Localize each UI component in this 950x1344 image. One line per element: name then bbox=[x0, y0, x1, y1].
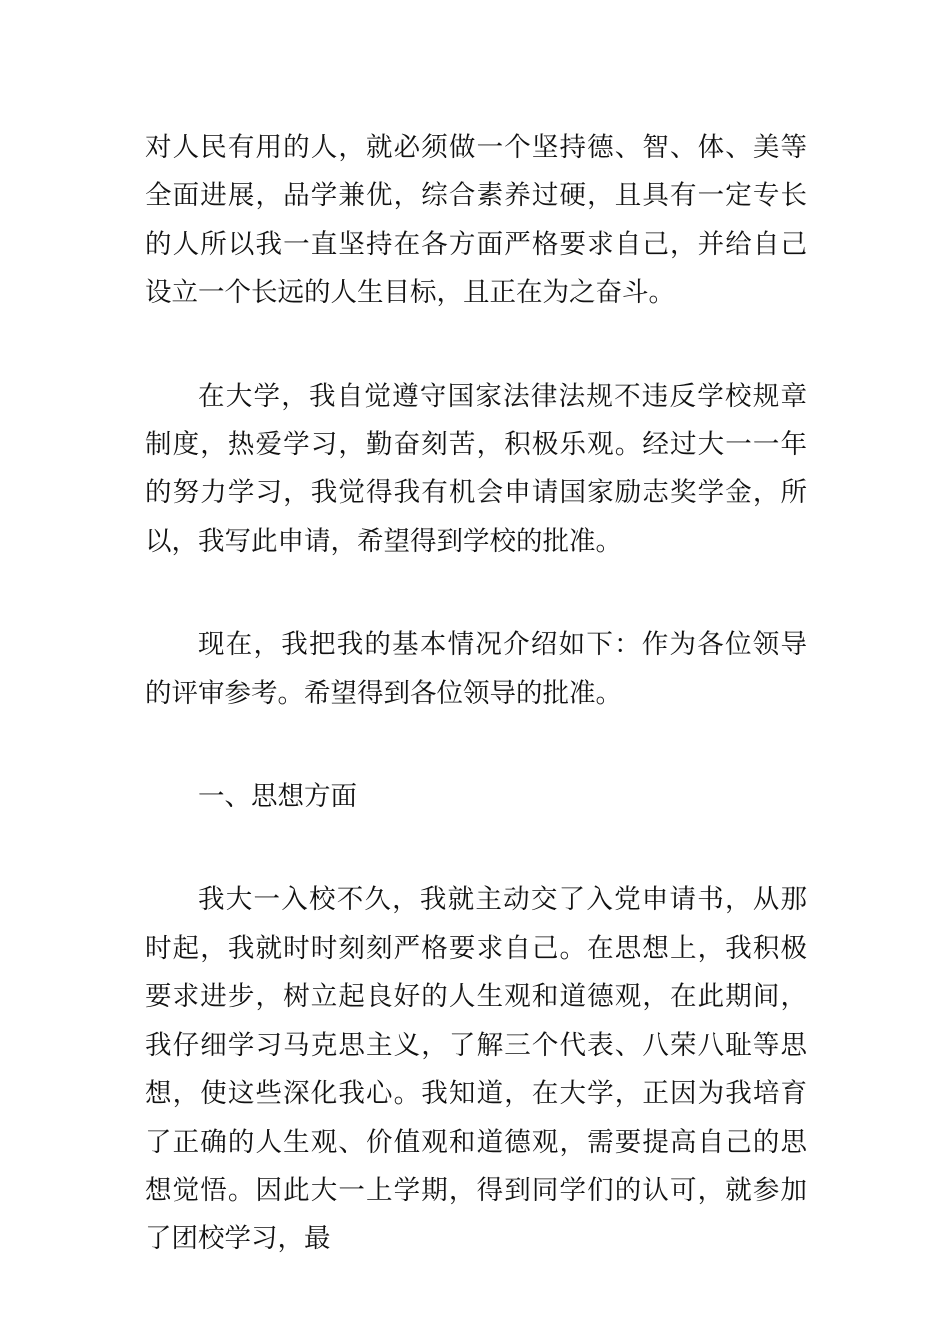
document-page bbox=[145, 124, 807, 1264]
section-heading-ideology: 一、思想方面 bbox=[198, 781, 357, 813]
paragraph-university-conduct: 在大学，我自觉遵守国家法律法规不违反学校规章制度，热爱学习，勤奋刻苦，积极乐观。经过大一一年的努力学习，我觉得我有机会申请国家励志奖学金，所以，我写此申请，希望得到学校的批准。 bbox=[145, 380, 807, 557]
paragraph-ideology-details: 我大一入校不久，我就主动交了入党申请书，从那时起，我就时时刻刻严格要求自己。在思想上，我积极要求进步，树立起良好的人生观和道德观，在此期间，我仔细学习马克思主义，了解三个代表、八荣八耻等思想，使这些深化我心。我知道，在大学，正因为我培育了正确的人生观、价值观和道德观，需要提高自己的思想觉悟。因此大一上学期，得到同学们的认可，就参加了团校学习，最 bbox=[145, 884, 807, 1255]
paragraph-intro-continuation: 对人民有用的人，就必须做一个坚持德、智、体、美等全面进展，品学兼优，综合素养过硬，且具有一定专长的人所以我一直坚持在各方面严格要求自己，并给自己设立一个长远的人生目标，且正在为之奋斗。 bbox=[145, 132, 807, 309]
paragraph-basic-introduction: 现在，我把我的基本情况介绍如下：作为各位领导的评审参考。希望得到各位领导的批准。 bbox=[145, 629, 807, 709]
